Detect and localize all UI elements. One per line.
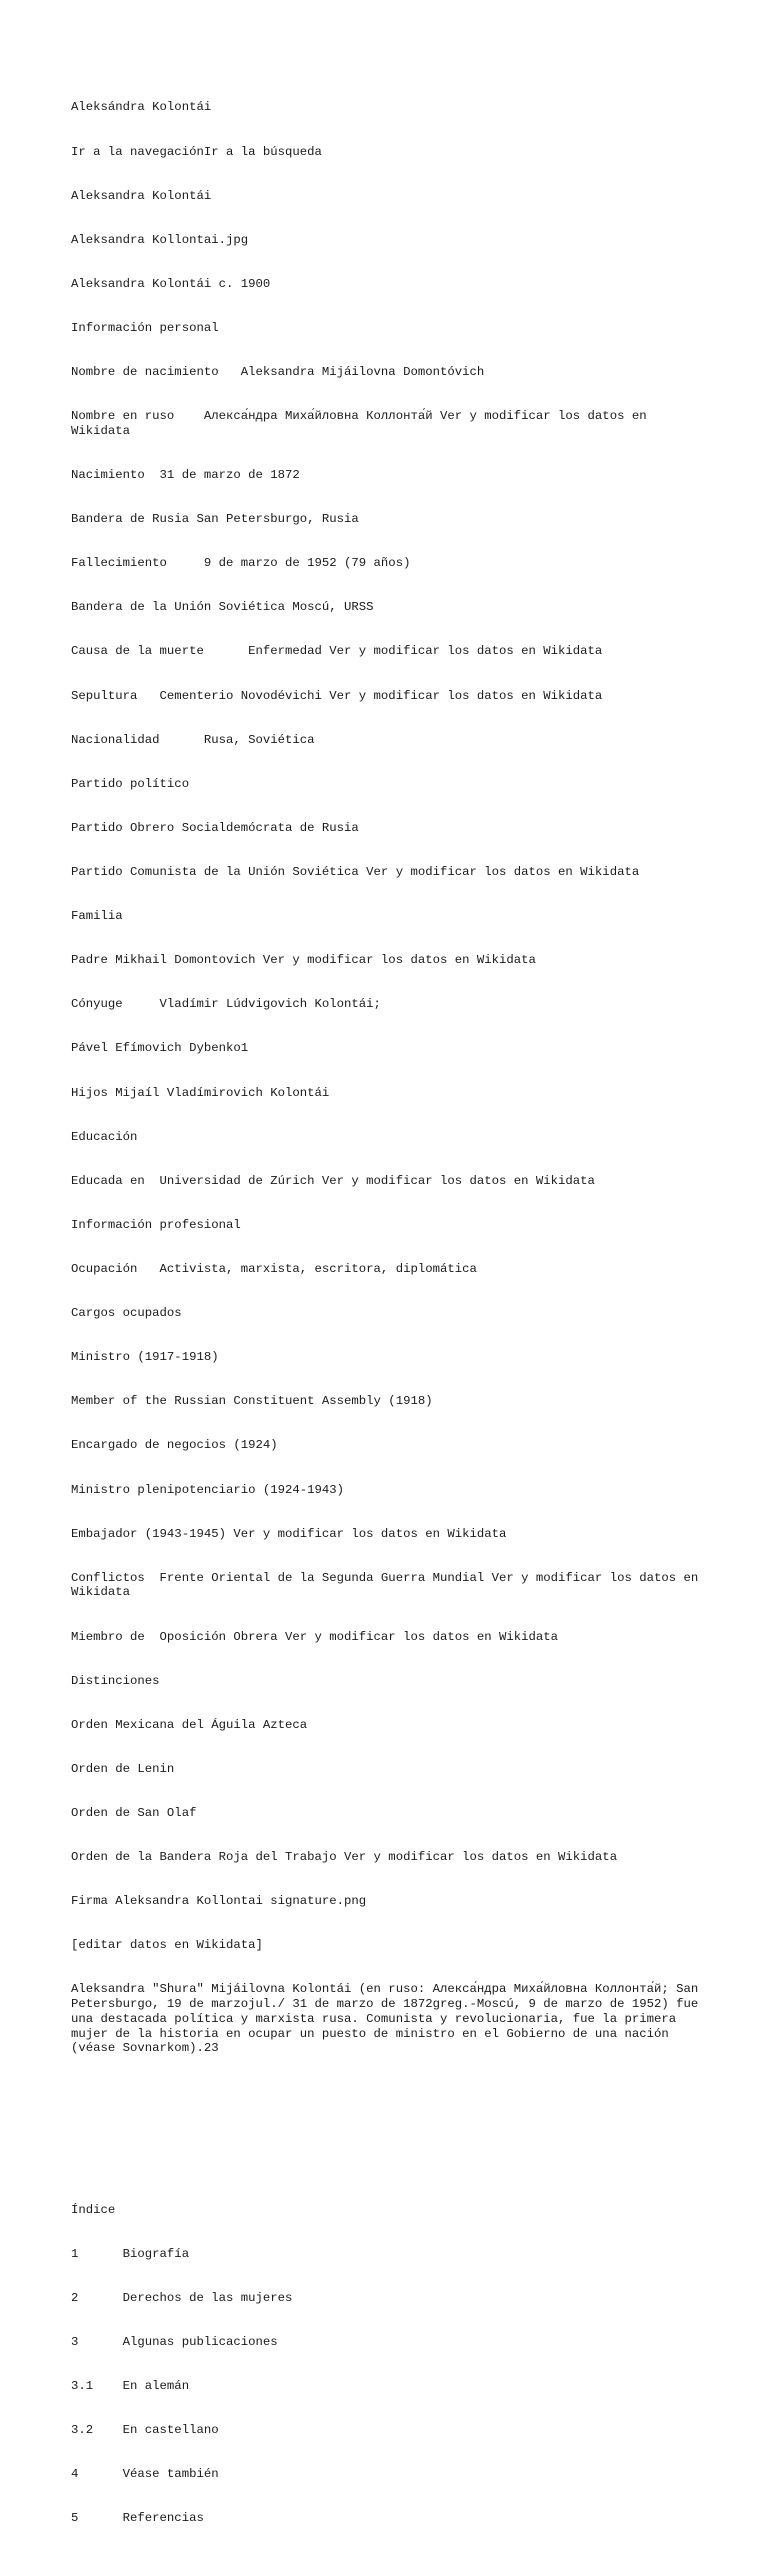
- position-item: Ministro plenipotenciario (1924-1943): [71, 1482, 345, 1497]
- toc-item[interactable]: 2 Derechos de las mujeres: [71, 2290, 293, 2305]
- field-awards: Distinciones: [71, 1673, 160, 1688]
- field-political-party: Partido político: [71, 776, 190, 791]
- position-item: Member of the Russian Constituent Assembly (1918): [71, 1394, 433, 1409]
- position-item: Embajador (1943-1945) Ver y modificar los datos en Wikidata: [71, 1526, 507, 1541]
- toc-title: Índice: [71, 2202, 116, 2217]
- field-birth: Nacimiento 31 de marzo de 1872: [71, 467, 300, 482]
- section-family: Familia: [71, 909, 123, 924]
- article-title: Aleksándra Kolontái: [71, 100, 212, 115]
- infobox-image-caption: Aleksandra Kolontái c. 1900: [71, 276, 271, 291]
- toc-item[interactable]: 1 Biografía: [71, 2246, 190, 2261]
- paragraph-gap: [71, 2100, 701, 2129]
- toc-item[interactable]: 3 Algunas publicaciones: [71, 2334, 278, 2349]
- award-item: Orden Mexicana del Águila Azteca: [71, 1717, 308, 1732]
- party-item: Partido Obrero Socialdemócrata de Rusia: [71, 820, 359, 835]
- field-birth-place: Bandera de Rusia San Petersburgo, Rusia: [71, 512, 359, 527]
- field-positions-held: Cargos ocupados: [71, 1306, 182, 1321]
- party-item: Partido Comunista de la Unión Soviética Ver y modificar los datos en Wikidata: [71, 864, 640, 879]
- field-member-of: Miembro de Oposición Obrera Ver y modificar los datos en Wikidata: [71, 1629, 559, 1644]
- award-item: Orden de San Olaf: [71, 1805, 197, 1820]
- field-occupation: Ocupación Activista, marxista, escritora, diplomática: [71, 1261, 477, 1276]
- field-father: Padre Mikhail Domontovich Ver y modificar los datos en Wikidata: [71, 953, 536, 968]
- infobox-image-filename: Aleksandra Kollontai.jpg: [71, 232, 249, 247]
- field-signature: Firma Aleksandra Kollontai signature.png: [71, 1894, 367, 1909]
- field-nationality: Nacionalidad Rusa, Soviética: [71, 732, 315, 747]
- document-text: [71, 71, 706, 2570]
- skip-links[interactable]: Ir a la navegaciónIr a la búsqueda: [71, 144, 322, 159]
- field-death: Fallecimiento 9 de marzo de 1952 (79 años): [71, 556, 411, 571]
- toc-item[interactable]: 5 Referencias: [71, 2511, 204, 2526]
- field-children: Hijos Mijaíl Vladímirovich Kolontái: [71, 1085, 330, 1100]
- position-item: Encargado de negocios (1924): [71, 1438, 278, 1453]
- section-personal-info: Información personal: [71, 320, 219, 335]
- field-birth-name: Nombre de nacimiento Aleksandra Mijáilovna Domontóvich: [71, 365, 485, 380]
- toc-item[interactable]: 3.2 En castellano: [71, 2423, 219, 2438]
- toc-item[interactable]: 4 Véase también: [71, 2467, 219, 2482]
- intro-paragraph: Aleksandra "Shura" Mijáilovna Kolontái (en ruso: Алекса́ндра Миха́йловна Коллонта́й; San Petersburgo, 19 de marzojul./ 31 de marzo de 1872greg.-Moscú, 9 de marzo de 1952) fue una destacada política y marxista rusa. Comunista y revolucionaria, fue la primera mujer de la historia en ocupar un puesto de ministro en el Gobierno de una nación (véase Sovnarkom).23: [71, 1982, 706, 2056]
- toc-item[interactable]: 3.1 En alemán: [71, 2378, 190, 2393]
- section-professional-info: Información profesional: [71, 1217, 241, 1232]
- award-item: Orden de Lenin: [71, 1761, 175, 1776]
- position-item: Ministro (1917-1918): [71, 1350, 219, 1365]
- section-education: Educación: [71, 1129, 138, 1144]
- edit-wikidata-link[interactable]: [editar datos en Wikidata]: [71, 1938, 263, 1953]
- field-death-place: Bandera de la Unión Soviética Moscú, URSS: [71, 600, 374, 615]
- field-educated-at: Educada en Universidad de Zúrich Ver y modificar los datos en Wikidata: [71, 1173, 595, 1188]
- field-conflicts: Conflictos Frente Oriental de la Segunda Guerra Mundial Ver y modificar los datos en Wikidata: [71, 1570, 706, 1600]
- field-spouse: Cónyuge Vladímir Lúdvigovich Kolontái;: [71, 997, 381, 1012]
- field-burial: Sepultura Cementerio Novodévichi Ver y modificar los datos en Wikidata: [71, 688, 603, 703]
- field-russian-name: Nombre en ruso Алекса́ндра Миха́йловна Коллонта́й Ver y modificar los datos en Wikidata: [71, 409, 654, 438]
- table-of-contents: [71, 2173, 701, 2555]
- infobox-name: Aleksandra Kolontái: [71, 188, 212, 203]
- spouse-item: Pável Efímovich Dybenko1: [71, 1041, 249, 1056]
- field-cause-of-death: Causa de la muerte Enfermedad Ver y modificar los datos en Wikidata: [71, 644, 603, 659]
- award-item: Orden de la Bandera Roja del Trabajo Ver y modificar los datos en Wikidata: [71, 1850, 618, 1865]
